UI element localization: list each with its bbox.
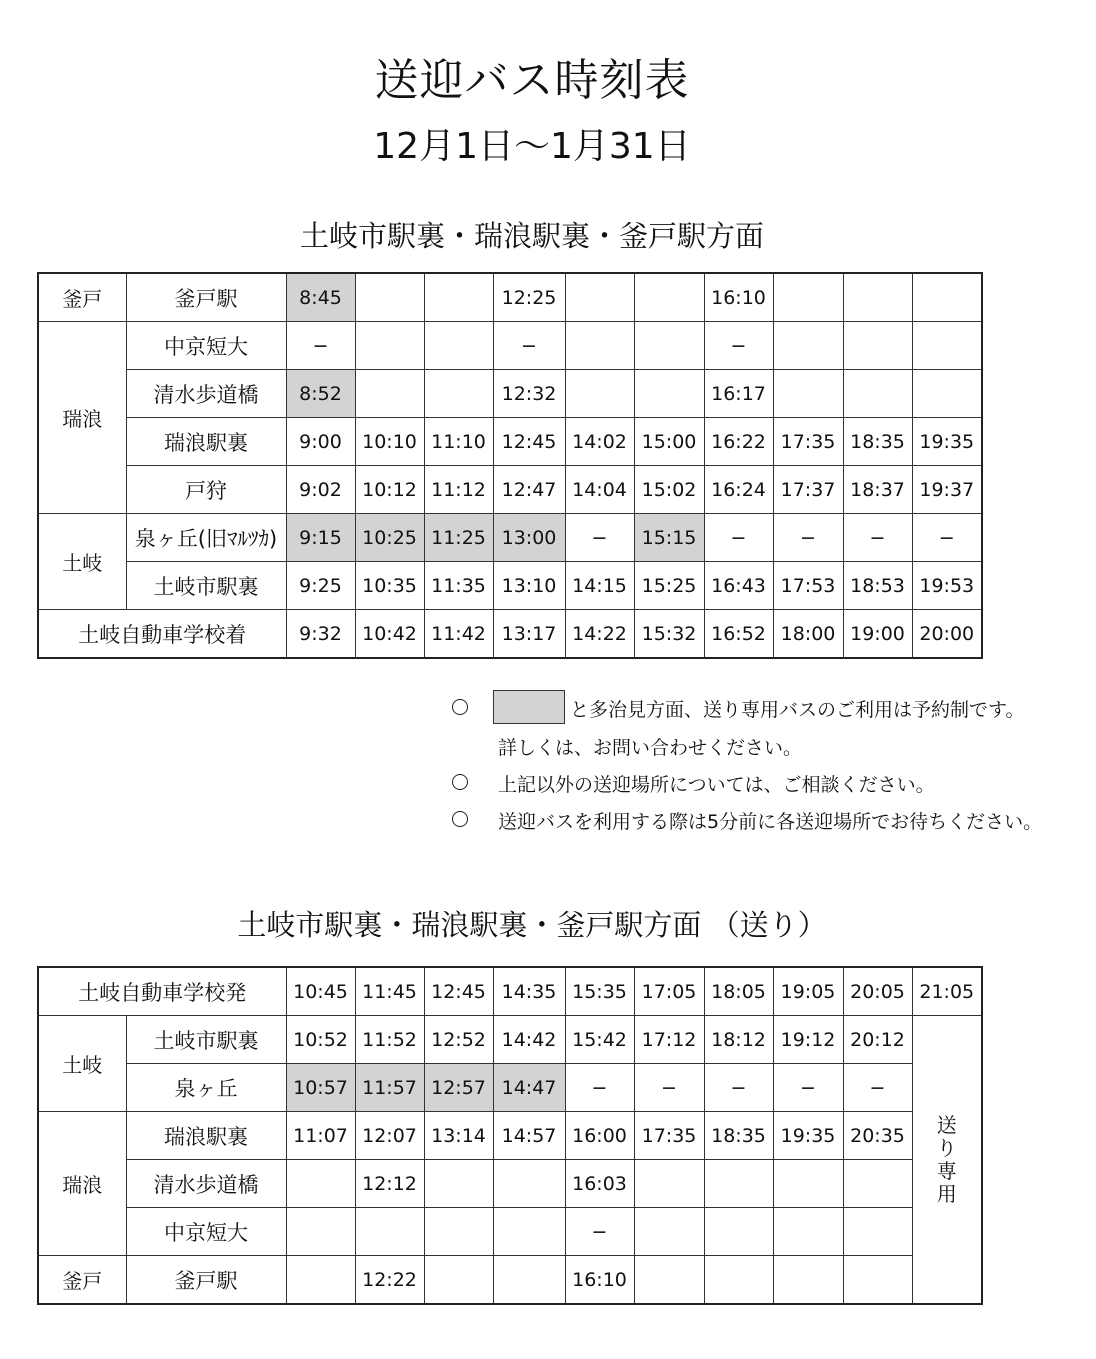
region-label: 瑞浪	[38, 322, 126, 514]
time-cell: 21:05	[912, 967, 982, 1016]
time-cell	[424, 273, 493, 322]
time-cell: 10:57	[286, 1064, 355, 1112]
time-cell	[424, 1160, 493, 1208]
table-row	[38, 1016, 982, 1064]
time-cell: −	[634, 1064, 704, 1112]
vertical-char: 送	[936, 1112, 957, 1137]
time-cell: 15:32	[634, 610, 704, 659]
circle-bullet-icon	[452, 774, 468, 790]
time-cell	[565, 273, 634, 322]
time-cell	[493, 1256, 565, 1305]
time-cell: 16:52	[704, 610, 773, 659]
note-3: 送迎バスを利用する際は5分前に各送迎場所でお待ちください。	[498, 811, 1043, 833]
time-cell: 9:32	[286, 610, 355, 659]
section1-title: 土岐市駅裏・瑞浪駅裏・釜戸駅方面	[299, 219, 764, 253]
time-cell: −	[912, 514, 982, 562]
stop-name: 釜戸駅	[126, 1256, 286, 1305]
stop-name: 戸狩	[126, 466, 286, 514]
time-cell	[355, 370, 424, 418]
note-1-detail: 詳しくは、お問い合わせください。	[498, 737, 803, 759]
time-cell: 18:05	[704, 967, 773, 1016]
time-cell: 10:25	[355, 514, 424, 562]
note-1: と多治見方面、送り専用バスのご利用は予約制です。	[570, 699, 1025, 721]
table-row	[38, 370, 982, 418]
time-cell	[355, 273, 424, 322]
stop-name: 清水歩道橋	[126, 370, 286, 418]
time-cell: −	[493, 322, 565, 370]
time-cell: 11:42	[424, 610, 493, 659]
time-cell	[704, 1208, 773, 1256]
time-cell: 15:00	[634, 418, 704, 466]
time-cell: 14:42	[493, 1016, 565, 1064]
time-cell: 17:53	[773, 562, 843, 610]
table-row	[38, 418, 982, 466]
region-label: 釜戸	[38, 1256, 126, 1305]
time-cell: 20:12	[843, 1016, 912, 1064]
time-cell: 14:02	[565, 418, 634, 466]
time-cell: 13:14	[424, 1112, 493, 1160]
time-cell	[355, 1208, 424, 1256]
time-cell: 12:47	[493, 466, 565, 514]
time-cell: 16:17	[704, 370, 773, 418]
time-cell	[773, 370, 843, 418]
time-cell	[424, 322, 493, 370]
time-cell	[493, 1160, 565, 1208]
vertical-char: 用	[936, 1181, 957, 1206]
time-cell: 20:00	[912, 610, 982, 659]
time-cell	[912, 370, 982, 418]
table-row	[38, 967, 982, 1016]
dropoff-only-label	[912, 1016, 982, 1305]
time-cell	[912, 273, 982, 322]
time-cell: 10:35	[355, 562, 424, 610]
time-cell	[634, 273, 704, 322]
time-cell: 16:03	[565, 1160, 634, 1208]
time-cell: 17:35	[634, 1112, 704, 1160]
time-cell: 12:12	[355, 1160, 424, 1208]
period-subtitle: 12月1日〜1月31日	[373, 126, 691, 167]
time-cell: 14:22	[565, 610, 634, 659]
time-cell	[704, 1256, 773, 1305]
time-cell: 20:35	[843, 1112, 912, 1160]
shaded-swatch	[493, 690, 565, 724]
time-cell: 16:00	[565, 1112, 634, 1160]
time-cell	[493, 1208, 565, 1256]
time-cell	[843, 273, 912, 322]
time-cell: 9:25	[286, 562, 355, 610]
time-cell	[704, 1160, 773, 1208]
time-cell: 11:07	[286, 1112, 355, 1160]
time-cell: −	[843, 514, 912, 562]
vertical-char: り	[936, 1135, 957, 1160]
time-cell: 17:05	[634, 967, 704, 1016]
time-cell: 10:42	[355, 610, 424, 659]
time-cell: 12:57	[424, 1064, 493, 1112]
time-cell: 10:45	[286, 967, 355, 1016]
stop-name: 中京短大	[126, 1208, 286, 1256]
table-row	[38, 1256, 982, 1305]
stop-name: 瑞浪駅裏	[126, 1112, 286, 1160]
time-cell	[634, 1256, 704, 1305]
page-title: 送迎バス時刻表	[374, 55, 690, 106]
time-cell: −	[704, 322, 773, 370]
time-cell	[286, 1256, 355, 1305]
time-cell	[634, 322, 704, 370]
time-cell	[424, 1256, 493, 1305]
time-cell: 14:15	[565, 562, 634, 610]
time-cell: 12:25	[493, 273, 565, 322]
time-cell	[773, 1208, 843, 1256]
table-row	[38, 514, 982, 562]
stop-name: 瑞浪駅裏	[126, 418, 286, 466]
time-cell: 19:05	[773, 967, 843, 1016]
time-cell: 18:35	[843, 418, 912, 466]
time-cell: 19:37	[912, 466, 982, 514]
time-cell	[634, 1160, 704, 1208]
time-cell: 12:45	[493, 418, 565, 466]
time-cell: −	[565, 1064, 634, 1112]
table-row	[38, 562, 982, 610]
table-row	[38, 1208, 982, 1256]
time-cell: 8:45	[286, 273, 355, 322]
time-cell: 10:10	[355, 418, 424, 466]
time-cell: 15:15	[634, 514, 704, 562]
time-cell	[634, 1208, 704, 1256]
time-cell	[565, 322, 634, 370]
time-cell	[565, 370, 634, 418]
circle-bullet-icon	[452, 699, 468, 715]
time-cell: 8:52	[286, 370, 355, 418]
time-cell	[843, 370, 912, 418]
time-cell: 10:52	[286, 1016, 355, 1064]
time-cell: 16:10	[704, 273, 773, 322]
time-cell: −	[565, 514, 634, 562]
time-cell: 12:52	[424, 1016, 493, 1064]
time-cell: 19:00	[843, 610, 912, 659]
time-cell: 18:35	[704, 1112, 773, 1160]
time-cell: 19:12	[773, 1016, 843, 1064]
time-cell	[424, 370, 493, 418]
stop-name: 清水歩道橋	[126, 1160, 286, 1208]
time-cell: 15:42	[565, 1016, 634, 1064]
time-cell: 14:57	[493, 1112, 565, 1160]
circle-bullet-icon	[452, 811, 468, 827]
stop-name: 土岐市駅裏	[126, 1016, 286, 1064]
time-cell	[355, 322, 424, 370]
region-label: 釜戸	[38, 273, 126, 322]
vertical-char: 専	[936, 1158, 957, 1183]
time-cell: −	[704, 514, 773, 562]
time-cell: 14:35	[493, 967, 565, 1016]
time-cell: 20:05	[843, 967, 912, 1016]
table-row	[38, 466, 982, 514]
time-cell: 13:10	[493, 562, 565, 610]
region-label: 土岐	[38, 514, 126, 610]
time-cell: −	[565, 1208, 634, 1256]
time-cell: 17:37	[773, 466, 843, 514]
time-cell: 11:45	[355, 967, 424, 1016]
table-row	[38, 1064, 982, 1112]
table-row	[38, 1160, 982, 1208]
time-cell	[773, 273, 843, 322]
time-cell: −	[773, 1064, 843, 1112]
time-cell: 11:35	[424, 562, 493, 610]
time-cell: 9:00	[286, 418, 355, 466]
time-cell: 11:10	[424, 418, 493, 466]
stop-name: 土岐市駅裏	[126, 562, 286, 610]
time-cell: 14:47	[493, 1064, 565, 1112]
dropoff-timetable	[37, 966, 983, 1305]
pickup-timetable	[37, 272, 983, 659]
time-cell: 11:52	[355, 1016, 424, 1064]
time-cell	[912, 322, 982, 370]
time-cell: 19:35	[773, 1112, 843, 1160]
time-cell: 9:02	[286, 466, 355, 514]
table-row	[38, 273, 982, 322]
stop-name: 土岐自動車学校着	[38, 610, 286, 659]
time-cell: 17:35	[773, 418, 843, 466]
time-cell: 11:25	[424, 514, 493, 562]
stop-name: 釜戸駅	[126, 273, 286, 322]
time-cell	[843, 322, 912, 370]
region-label: 瑞浪	[38, 1112, 126, 1256]
time-cell: 18:00	[773, 610, 843, 659]
time-cell: 12:32	[493, 370, 565, 418]
time-cell: 19:53	[912, 562, 982, 610]
time-cell: −	[286, 322, 355, 370]
time-cell: 17:12	[634, 1016, 704, 1064]
time-cell	[773, 1256, 843, 1305]
time-cell	[424, 1208, 493, 1256]
time-cell: 14:04	[565, 466, 634, 514]
table-row	[38, 1112, 982, 1160]
time-cell: −	[704, 1064, 773, 1112]
time-cell: 13:00	[493, 514, 565, 562]
time-cell	[286, 1160, 355, 1208]
table-row	[38, 610, 982, 659]
time-cell: 12:45	[424, 967, 493, 1016]
table-row	[38, 322, 982, 370]
time-cell: 13:17	[493, 610, 565, 659]
time-cell: 18:53	[843, 562, 912, 610]
time-cell: 15:25	[634, 562, 704, 610]
time-cell: 15:35	[565, 967, 634, 1016]
time-cell: 18:12	[704, 1016, 773, 1064]
region-label: 土岐	[38, 1016, 126, 1112]
section2-title: 土岐市駅裏・瑞浪駅裏・釜戸駅方面 （送り）	[237, 908, 827, 942]
time-cell: 12:22	[355, 1256, 424, 1305]
time-cell: 16:22	[704, 418, 773, 466]
stop-name: 土岐自動車学校発	[38, 967, 286, 1016]
time-cell	[843, 1256, 912, 1305]
time-cell	[286, 1208, 355, 1256]
time-cell: 9:15	[286, 514, 355, 562]
note-2: 上記以外の送迎場所については、ご相談ください。	[498, 774, 935, 796]
time-cell	[843, 1160, 912, 1208]
time-cell: 15:02	[634, 466, 704, 514]
time-cell: 19:35	[912, 418, 982, 466]
time-cell: 11:12	[424, 466, 493, 514]
time-cell: −	[773, 514, 843, 562]
time-cell: 16:43	[704, 562, 773, 610]
time-cell	[773, 322, 843, 370]
time-cell	[634, 370, 704, 418]
time-cell: 18:37	[843, 466, 912, 514]
time-cell	[773, 1160, 843, 1208]
time-cell: 16:10	[565, 1256, 634, 1305]
time-cell: 16:24	[704, 466, 773, 514]
stop-name: 泉ヶ丘(旧ﾏﾙﾂｶ)	[126, 514, 286, 562]
time-cell: −	[843, 1064, 912, 1112]
time-cell: 10:12	[355, 466, 424, 514]
stop-name: 泉ヶ丘	[126, 1064, 286, 1112]
time-cell: 12:07	[355, 1112, 424, 1160]
time-cell	[843, 1208, 912, 1256]
stop-name: 中京短大	[126, 322, 286, 370]
time-cell: 11:57	[355, 1064, 424, 1112]
